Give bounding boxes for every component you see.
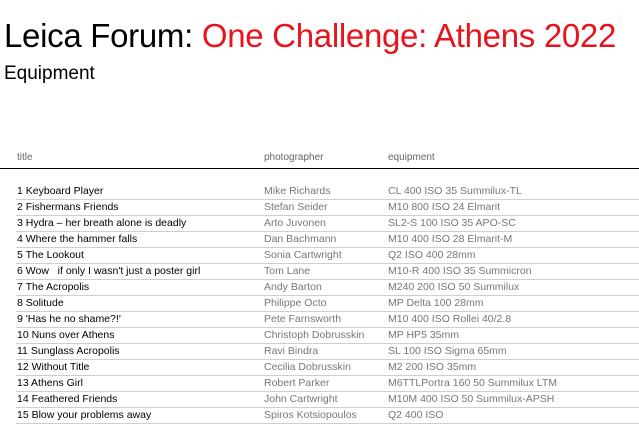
entry-title: 11 Sunglass Acropolis (17, 345, 120, 357)
page-title-highlight: One Challenge: Athens 2022 (201, 17, 617, 54)
entry-equipment: M2 200 ISO 35mm (388, 361, 477, 373)
entry-equipment: M240 200 ISO 50 Summilux (388, 281, 520, 293)
entry-title: 4 Where the hammer falls (17, 233, 138, 245)
entry-equipment: MP HP5 35mm (388, 329, 459, 341)
entry-equipment: Q2 ISO 400 28mm (388, 249, 476, 261)
entry-title: 12 Without Title (17, 361, 90, 373)
entry-equipment: M10 400 ISO 28 Elmarit-M (388, 233, 513, 245)
table-row (16, 312, 639, 328)
table-row (16, 408, 639, 424)
entry-title: 14 Feathered Friends (17, 393, 118, 405)
entry-equipment: MP Delta 100 28mm (388, 297, 484, 309)
table-row (16, 184, 639, 200)
column-header-title: title (17, 152, 33, 163)
entry-photographer: Dan Bachmann (264, 233, 337, 245)
column-header-equipment: equipment (388, 152, 435, 163)
entry-photographer: Pete Farnsworth (264, 313, 342, 325)
table-row (16, 328, 639, 344)
entry-equipment: CL 400 ISO 35 Summilux-TL (388, 185, 522, 197)
table-row (16, 280, 639, 296)
page-title-prefix: Leica Forum: (4, 17, 202, 54)
entry-photographer: Ravi Bindra (264, 345, 319, 357)
entry-title: 9 'Has he no shame?!' (17, 313, 121, 325)
entry-title: 1 Keyboard Player (17, 185, 104, 197)
entry-equipment: Q2 400 ISO (388, 409, 444, 421)
entry-photographer: Cecilia Dobrusskin (264, 361, 351, 373)
entries-table (16, 184, 639, 424)
entry-photographer: Tom Lane (264, 265, 311, 277)
entry-title: 6 Wow if only I wasn't just a poster girl (17, 265, 201, 277)
entry-equipment: M10M 400 ISO 50 Summilux-APSH (388, 393, 555, 405)
entry-title: 3 Hydra – her breath alone is deadly (17, 217, 187, 229)
entry-equipment: SL2-S 100 ISO 35 APO-SC (388, 217, 516, 229)
entry-photographer: Andy Barton (264, 281, 322, 293)
entry-title: 13 Athens Girl (17, 377, 83, 389)
page-subtitle: Equipment (4, 63, 95, 84)
header-rule (0, 168, 639, 169)
entry-title: 8 Solitude (17, 297, 64, 309)
entry-title: 5 The Lookout (17, 249, 84, 261)
entry-photographer: Robert Parker (264, 377, 330, 389)
entry-photographer: Spiros Kotsiopoulos (264, 409, 357, 421)
entry-equipment: M6TTLPortra 160 50 Summilux LTM (388, 377, 558, 389)
entry-equipment: SL 100 ISO Sigma 65mm (388, 345, 507, 357)
entry-photographer: Sonia Cartwright (264, 249, 342, 261)
entry-photographer: Stefan Seider (264, 201, 328, 213)
entry-equipment: M10 400 ISO Rollei 40/2.8 (388, 313, 512, 325)
table-row (16, 248, 639, 264)
entry-equipment: M10 800 ISO 24 Elmarit (388, 201, 501, 213)
table-row (16, 392, 639, 408)
entry-title: 2 Fishermans Friends (17, 201, 119, 213)
entry-title: 15 Blow your problems away (17, 409, 152, 421)
table-row (16, 296, 639, 312)
table-row (16, 344, 639, 360)
table-row (16, 264, 639, 280)
table-row (16, 232, 639, 248)
entry-photographer: Philippe Octo (264, 297, 327, 309)
entry-photographer: Arto Juvonen (264, 217, 326, 229)
entry-title: 7 The Acropolis (17, 281, 90, 293)
entry-photographer: Mike Richards (264, 185, 331, 197)
entry-photographer: John Cartwright (264, 393, 338, 405)
table-row (16, 200, 639, 216)
entry-title: 10 Nuns over Athens (17, 329, 115, 341)
table-row (16, 376, 639, 392)
column-header-photographer: photographer (264, 152, 324, 163)
table-row (16, 216, 639, 232)
table-row (16, 360, 639, 376)
entry-photographer: Christoph Dobrusskin (264, 329, 365, 341)
entry-equipment: M10-R 400 ISO 35 Summicron (388, 265, 532, 277)
page-title (4, 16, 616, 56)
